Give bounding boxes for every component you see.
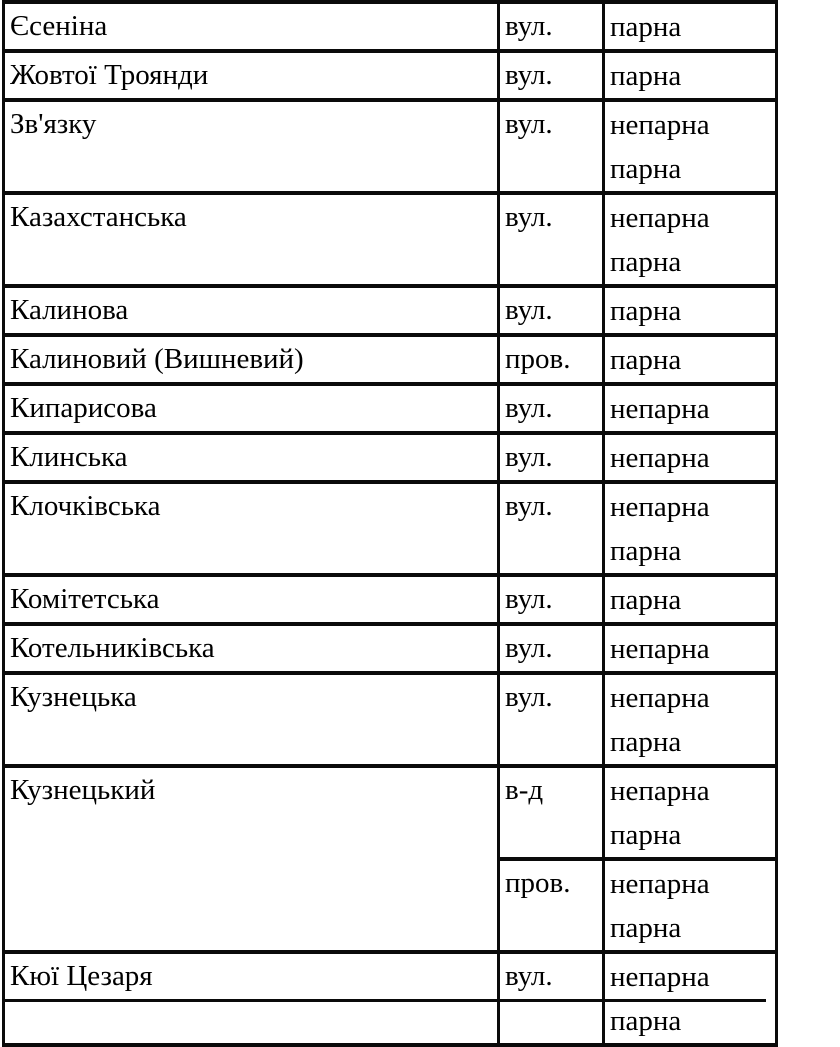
street-type-cell: вул. [499, 286, 604, 335]
parity-value: парна [610, 819, 682, 851]
parity-cell [604, 335, 777, 384]
table-row [4, 335, 777, 384]
street-type-cell: вул. [499, 100, 604, 193]
street-name-cell: Клинська [4, 433, 499, 482]
parity-cell [604, 766, 777, 859]
table-row [4, 766, 777, 859]
table-row [4, 100, 777, 193]
street-table-body [4, 2, 777, 1045]
parity-cell [604, 2, 777, 51]
street-name-cell: Жовтої Троянди [4, 51, 499, 100]
street-type-cell: вул. [499, 433, 604, 482]
parity-value: парна [610, 535, 682, 567]
parity-value: непарна [610, 775, 710, 807]
street-type-cell: вул. [499, 482, 604, 575]
parity-cell [604, 433, 777, 482]
parity-cell [604, 51, 777, 100]
parity-cell [604, 100, 777, 193]
table-row [4, 673, 777, 766]
street-name-cell: Кипарисова [4, 384, 499, 433]
parity-value: непарна [610, 109, 710, 141]
street-type-cell: в-д [499, 766, 604, 859]
parity-value: парна [610, 584, 682, 616]
parity-value: непарна [610, 961, 710, 993]
next-row-border-fragment [2, 999, 766, 1002]
table-row [4, 51, 777, 100]
parity-cell [604, 286, 777, 335]
parity-value: непарна [610, 393, 710, 425]
parity-cell [604, 482, 777, 575]
street-type-cell: вул. [499, 624, 604, 673]
parity-value: непарна [610, 868, 710, 900]
street-name-cell: Казахстанська [4, 193, 499, 286]
street-name-cell: Кюї Цезаря [4, 952, 499, 1045]
street-type-cell: вул. [499, 952, 604, 1045]
street-type-cell: вул. [499, 673, 604, 766]
street-name-cell: Калиновий (Вишневий) [4, 335, 499, 384]
street-type-cell: вул. [499, 51, 604, 100]
table-row [4, 482, 777, 575]
parity-value: парна [610, 60, 682, 92]
parity-cell [604, 384, 777, 433]
table-row [4, 624, 777, 673]
table-row [4, 193, 777, 286]
parity-value: парна [610, 912, 682, 944]
street-name-cell: Кузнецький [4, 766, 499, 952]
street-name-cell: Котельниківська [4, 624, 499, 673]
table-row [4, 384, 777, 433]
parity-value: парна [610, 1005, 682, 1037]
street-type-cell: вул. [499, 384, 604, 433]
parity-value: парна [610, 11, 682, 43]
street-name-cell: Клочківська [4, 482, 499, 575]
street-type-cell: пров. [499, 859, 604, 952]
parity-cell [604, 673, 777, 766]
street-type-cell: вул. [499, 2, 604, 51]
street-type-cell: пров. [499, 335, 604, 384]
parity-cell [604, 193, 777, 286]
parity-value: парна [610, 295, 682, 327]
table-row [4, 286, 777, 335]
parity-cell [604, 624, 777, 673]
street-type-cell: вул. [499, 193, 604, 286]
street-type-cell: вул. [499, 575, 604, 624]
table-row [4, 433, 777, 482]
parity-value: парна [610, 344, 682, 376]
street-name-cell: Кузнецька [4, 673, 499, 766]
parity-value: парна [610, 153, 682, 185]
parity-value: непарна [610, 442, 710, 474]
street-name-cell: Калинова [4, 286, 499, 335]
street-name-cell: Єсеніна [4, 2, 499, 51]
parity-cell [604, 859, 777, 952]
table-row [4, 2, 777, 51]
parity-value: парна [610, 246, 682, 278]
street-registry-table [2, 0, 778, 1047]
street-name-cell: Зв'язку [4, 100, 499, 193]
parity-cell [604, 575, 777, 624]
parity-value: непарна [610, 682, 710, 714]
parity-value: парна [610, 726, 682, 758]
table-row [4, 575, 777, 624]
street-name-cell: Комітетська [4, 575, 499, 624]
parity-value: непарна [610, 633, 710, 665]
parity-value: непарна [610, 202, 710, 234]
parity-value: непарна [610, 491, 710, 523]
